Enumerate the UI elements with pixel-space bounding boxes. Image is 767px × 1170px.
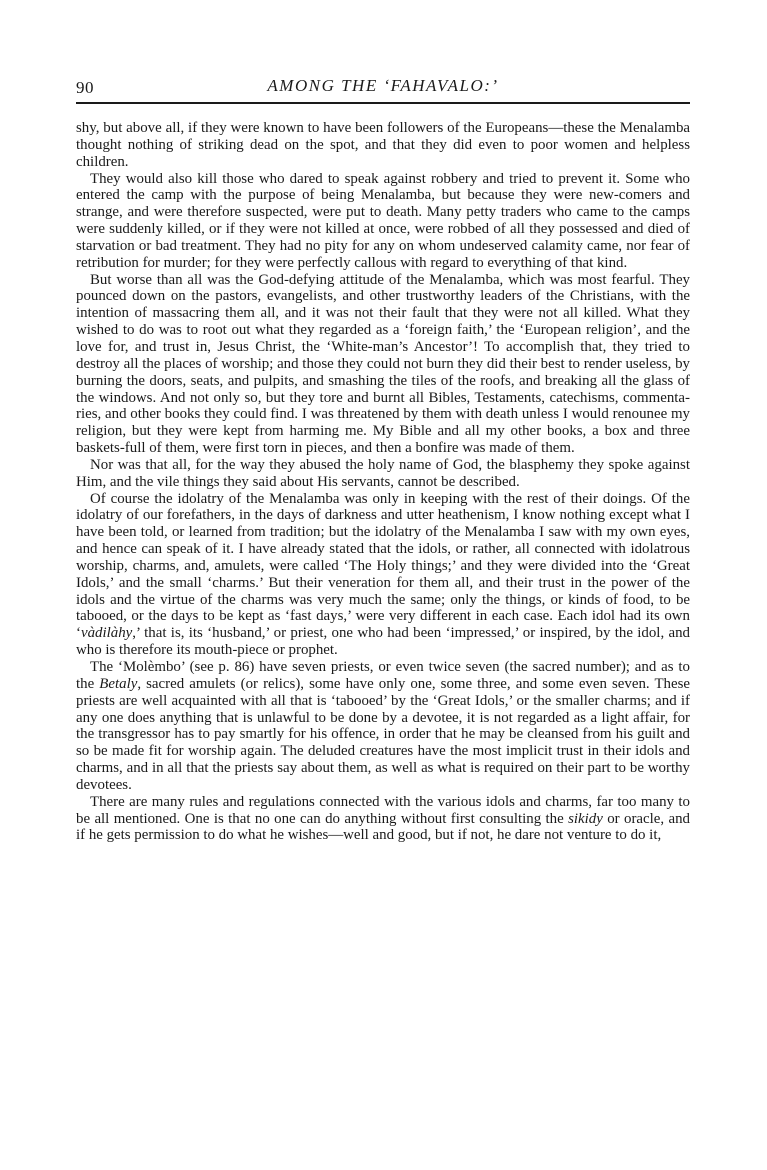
running-head: AMONG THE ‘FAHAVALO:’ bbox=[267, 76, 499, 95]
italic-term: vàdilàhy bbox=[80, 625, 133, 642]
page-number: 90 bbox=[76, 78, 94, 97]
paragraph: They would also kill those who dared to speak against robbery and tried to prevent it. Some who entered the camp with the purpose of being Menalamba, but because they were new-comers and strange, and were therefore suspected, were put to death. Many petty traders who came to the camps were suddenly killed, or if they were not killed at once, were robbed of all they possessed and died of starvation or bad treatment. They had no pity for any on whom undeserved calamity came, nor fear of retribution for murder; for they were perfectly callous with regard to everything of that kind. bbox=[76, 170, 690, 271]
paragraph: The ‘Molèmbo’ (see p. 86) have seven priests, or even twice seven (the sacred number); and as to the Betaly, sacred amulets (or relics), some have only one, some three, and some even seven. These priests are well acquainted with all that is ‘tabooed’ by the ‘Great Idols,’ or the smaller charms; and if any one does anything that is unlawful to be done by a devotee, it is not regarded as a light affair, for the transgressor has to pay smartly for his offence, in order that he may be cleansed from his guilt and so be made fit for worship again. The deluded creatures have the most implicit trust in their idols and charms, and in all that the priests say about them, as well as what is required on their part to be worthy devotees. bbox=[76, 659, 691, 793]
paragraph: But worse than all was the God-defying attitude of the Menalamba, which was most fearful. They pounced down on the pastors, evangelists, and other trustworthy leaders of the Christians, with the intention of massacring them all, and it was not their fault that they were not all killed. What they wished to do was to root out what they regarded as a ‘foreign faith,’ the ‘European religion’, and the love for, and trust in, Jesus Christ, the ‘White-man’s Ancestor’! To accomplish that, they tried to destroy all the places of worship; and those they could not burn they did their best to render useless, by burning the doors, seats, and pulpits, and smashing the tiles of the roofs, and breaking all the glass of the windows. And not only so, but they tore and burnt all Bibles, Testaments, catechisms, commentaries, and other books they could find. I was threatened by them with death unless I would renounee my religion, but they were kept from harming me. My Bible and all my other books, a box and three baskets-full of them, were first torn in pieces, and then a bonfire was made of them. bbox=[76, 271, 690, 457]
body-text bbox=[76, 120, 690, 844]
paragraph: Nor was that all, for the way they abused the holy name of God, the blasphemy they spoke against Him, and the vile things they said about His servants, cannot be described. bbox=[76, 456, 690, 490]
page-header bbox=[76, 76, 690, 104]
paragraph: There are many rules and regulations connected with the various idols and charms, far too many to be all mentioned. One is that no one can do anything without first consulting the sikidy or oracle, and if he gets permission to do what he wishes—well and good, but if not, he dare not venture to do it, bbox=[76, 793, 690, 844]
italic-term: Betaly bbox=[99, 675, 138, 692]
paragraph: Of course the idolatry of the Menalamba was only in keeping with the rest of their doings. Of the idolatry of our forefathers, in the days of darkness and utter heathenism, I know nothing except what I have been told, or learned from tradition; but the idolatry of the Menalamba I saw with my own eyes, and hence can speak of it. I have already stated that the idols, or rather, all connected with idolatrous worship, charms, and, amulets, were called ‘The Holy things;’ and they were divided into the ‘Great Idols,’ and the small ‘charms.’ But their veneration for them all, and their trust in the power of the idols and the virtue of the charms was very much the same; only the things, or kinds of food, to be tabooed, or the days to be kept as ‘fast days,’ were very different in each case. Each idol had its own ‘vàdilàhy,’ that is, its ‘husband,’ or priest, one who had been ‘impressed,’ or inspired, by the idol, and who is therefore its mouth-piece or prophet. bbox=[76, 490, 690, 659]
paragraph: shy, but above all, if they were known to have been followers of the Europeans—these the Menalamba thought nothing of striking dead on the spot, and that they did even to poor women and helpless children. bbox=[76, 120, 690, 170]
italic-term: sikidy bbox=[568, 810, 603, 827]
book-page bbox=[76, 0, 690, 1170]
